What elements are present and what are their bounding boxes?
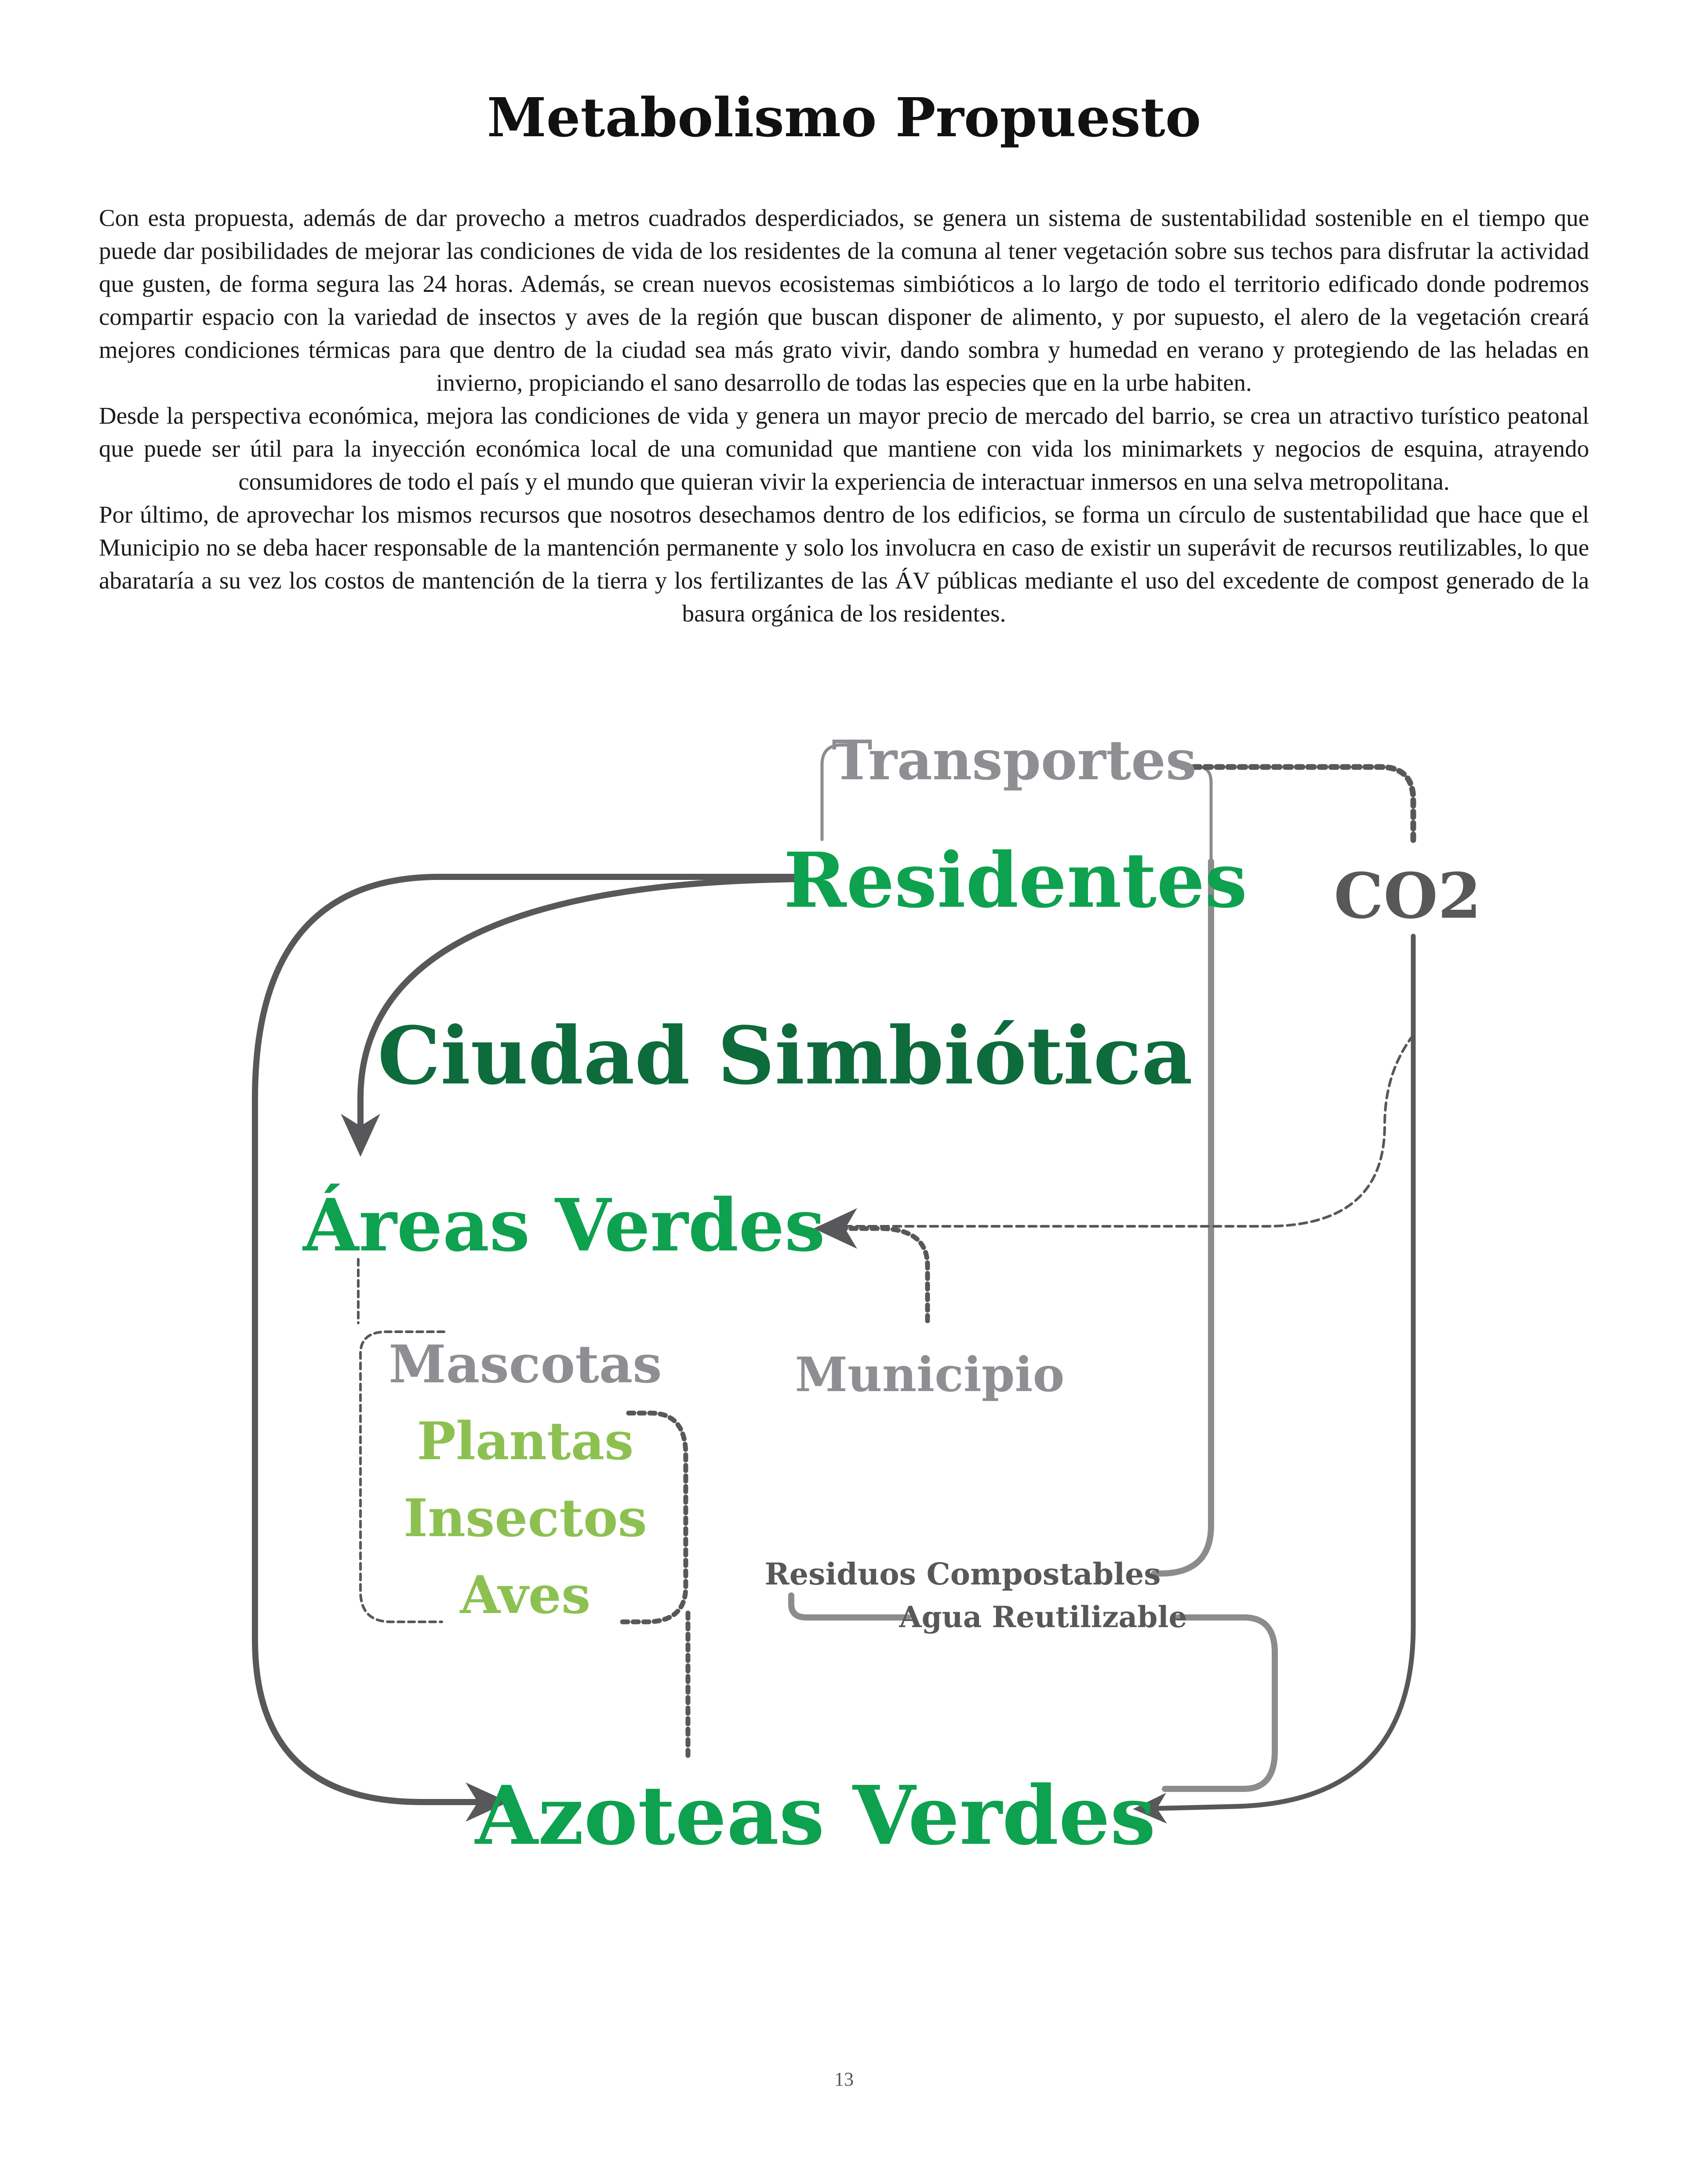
municipio-label: Municipio <box>795 1347 1065 1403</box>
transportes-to-co2-line <box>1182 767 1413 842</box>
residuos-to-agua-line <box>791 1595 908 1617</box>
agua-to-azoteas-line <box>1165 1617 1275 1789</box>
azoteas-verdes-label: Azoteas Verdes <box>475 1768 1156 1863</box>
mascotas-label: Mascotas <box>389 1334 662 1395</box>
transportes-label: Transportes <box>832 729 1197 792</box>
co2-label: CO2 <box>1334 860 1481 933</box>
page-title: Metabolismo Propuesto <box>487 86 1201 149</box>
insectos-label: Insectos <box>404 1487 647 1548</box>
municipio-to-areas-line <box>833 1228 928 1321</box>
residentes-label: Residentes <box>783 836 1248 925</box>
residuos-compostables-label: Residuos Compostables <box>764 1557 1161 1592</box>
paragraph: Con esta propuesta, además de dar provecho a metros cuadrados desperdiciados, se genera un sistema de sustentabilidad sostenible en el tiempo que puede dar posibilidades de mejorar las condiciones de vida de los residentes de la comuna al tener vegetación sobre sus techos para disfrutar la actividad que gusten, de forma segura las 24 horas. Además, se crean nuevos ecosistemas simbióticos a lo largo de todo el territorio edificado donde podremos compartir espacio con la variedad de insectos y aves de la región que buscan disponer de alimento, y por supuesto, el alero de la vegetación creará mejores condiciones térmicas para que dentro de la ciudad sea más grato vivir, dando sombra y humedad en verano y protegiendo de las heladas en invierno, propiciando el sano desarrollo de todas las especies que en la urbe habiten. <box>99 204 1589 396</box>
areas-verdes-label: Áreas Verdes <box>303 1183 825 1268</box>
agua-reutilizable-label: Agua Reutilizable <box>899 1600 1187 1634</box>
ciudad-simbiotica-label: Ciudad Simbiótica <box>377 1010 1193 1102</box>
page-number: 13 <box>834 2068 854 2090</box>
paragraph: Desde la perspectiva económica, mejora las condiciones de vida y genera un mayor precio de mercado del barrio, se crea un atractivo turístico peatonal que puede ser útil para la inyección económica local de una comunidad que mantiene con vida los minimarkets y negocios de esquina, atrayendo consumidores de todo el país y el mundo que quieran vivir la experiencia de interactuar inmersos en una selva metropolitana. <box>99 402 1589 495</box>
residentes-to-residuos-line <box>1154 861 1211 1573</box>
paragraph: Por último, de aprovechar los mismos recursos que nosotros desechamos dentro de los edificios, se forma un círculo de sustentabilidad que hace que el Municipio no se deba hacer responsable de la mantención permanente y solo los involucra en caso de existir un superávit de recursos reutilizables, lo que abarataría a su vez los costos de mantención de la tierra y los fertilizantes de las ÁV públicas mediante el uso del excedente de compost generado de la basura orgánica de los residentes. <box>99 501 1589 627</box>
plantas-label: Plantas <box>417 1410 634 1472</box>
aves-label: Aves <box>460 1564 591 1625</box>
